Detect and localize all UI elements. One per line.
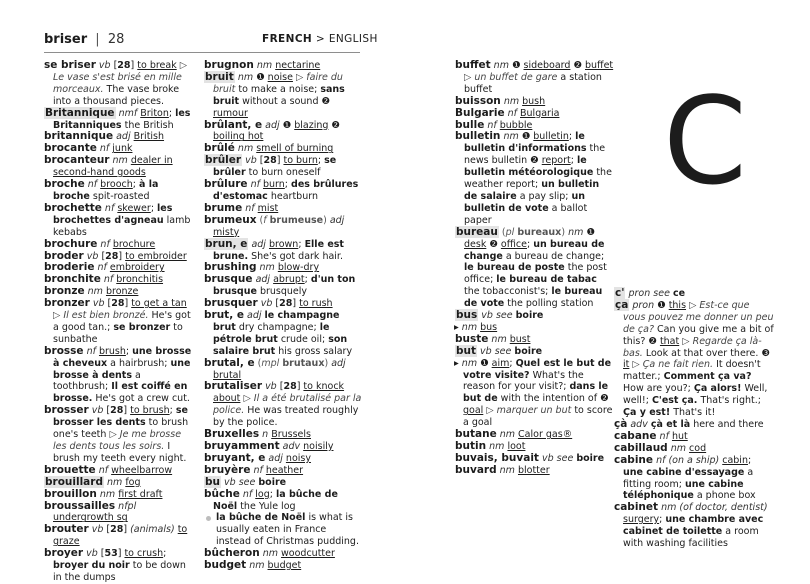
entry-brumeux: brumeux (f brumeuse) adj misty — [204, 213, 345, 238]
entry-brun: brun, e adj brown; Elle est brune. She's got dark hair. — [205, 237, 344, 262]
entry-britannique-adj: britannique adj British — [44, 130, 165, 143]
entry-brosse: brosse nf brush; une brosse à cheveux a hairbrush; une brosse à dents a toothbrush; Il est coiffé en brosse. He's got a crew cut. — [44, 344, 192, 405]
entry-bruyamment: bruyamment adv noisily — [204, 440, 334, 452]
entry-brusque: brusque adj abrupt; d'un ton brusque brusquely — [204, 273, 356, 298]
entry-brouillard: brouillard nm fog — [45, 475, 141, 488]
entry-brule: brûlé nm smell of burning — [204, 142, 334, 155]
entry-brochette: brochette nf skewer; les brochettes d'agneau lamb kebabs — [44, 201, 191, 238]
entry-ca-adv: çà adv çà et là here and there — [614, 417, 764, 430]
source-language: FRENCH — [262, 33, 313, 45]
entry-bus-nm: ▸ nm bus — [454, 321, 498, 333]
entry-bu: bu vb see boire — [205, 475, 287, 488]
entry-buisson: buisson nm bush — [455, 94, 546, 107]
entry-cabillaud: cabillaud nm cod — [614, 441, 707, 454]
language-direction — [262, 33, 378, 45]
entry-cabine: cabine nf (on a ship) cabin; une cabine d'essayage a fitting room; une cabine téléphonique a phone box — [614, 453, 756, 502]
entry-buvais: buvais, buvait vb see boire — [455, 451, 605, 464]
entry-broussailles: broussailles nfpl undergrowth sg — [44, 499, 137, 524]
direction-arrow: > — [315, 33, 326, 45]
entry-broyer: broyer vb [53] to crush; broyer du noir to be down in the dumps — [44, 547, 186, 583]
entry-brocante: brocante nf junk — [44, 142, 133, 155]
entry-bulle: bulle nf bubble — [455, 118, 533, 131]
entry-brutaliser: brutaliser vb [28] to knock about ▷ Il a été brutalisé par la police. He was treated roughly by the police. — [204, 380, 362, 429]
entry-brut: brut, e adj le champagne brut dry champagne; le pétrole brut crude oil; son salaire brut his gross salary — [204, 309, 353, 357]
entry-but-vb: but vb see boire — [456, 344, 543, 357]
entry-bus-vb: bus vb see boire — [456, 309, 544, 322]
column-4 — [614, 288, 774, 550]
entry-brusquer: brusquer vb [28] to rush — [204, 297, 333, 310]
header-rule — [44, 52, 360, 53]
entry-bronze: bronze nm bronze — [44, 285, 139, 298]
entry-bronzer: bronzer vb [28] to get a tan ▷ Il est bien bronzé. He's got a good tan.; se bronzer to sunbathe — [44, 297, 191, 345]
entry-c-apostrophe: c' pron see ce — [615, 287, 686, 299]
entry-bronchite: bronchite nf bronchitis — [44, 273, 164, 286]
entry-brulure: brûlure nf burn; des brûlures d'estomac heartburn — [204, 178, 359, 202]
entry-butane: butane nm Calor gas® — [455, 428, 573, 441]
entry-bruyant: bruyant, e adj noisy — [204, 451, 311, 464]
entry-buffet: buffet nm ❶ sideboard ❷ buffet ▷ un buffet de gare a station buffet — [455, 59, 614, 95]
entry-bruxelles: Bruxelles n Brussels — [204, 428, 311, 441]
entry-buche: bûche nf log; la bûche de Noël the Yule log — [204, 487, 338, 512]
column-2 — [204, 60, 364, 572]
entry-brouette: brouette nf wheelbarrow — [44, 463, 173, 476]
section-letter: C — [663, 73, 747, 212]
entry-bruler: brûler vb [28] to burn; se brûler to burn oneself — [205, 154, 337, 179]
entry-but-nm: ▸ nm ❶ aim; Quel est le but de votre visite? What's the reason for your visit?; dans le but de with the intention of ❷ goal ▷ marquer un but to score a goal — [454, 357, 613, 429]
page-number: 28 — [107, 32, 125, 47]
entry-budget: budget nm budget — [204, 559, 302, 572]
column-3 — [455, 60, 615, 477]
entry-bruit: bruit nm ❶ noise ▷ faire du bruit to make a noise; sans bruit without a sound ❷ rumour — [205, 70, 345, 119]
entry-brochure: brochure nf brochure — [44, 237, 156, 250]
entry-bucheron: bûcheron nm woodcutter — [204, 547, 335, 560]
entry-brouillon: brouillon nm first draft — [44, 487, 163, 500]
entry-britannique-nmf: Britannique nmf Briton; les Britanniques the British — [45, 106, 191, 131]
entry-brouter: brouter vb [28] (animals) to graze — [44, 523, 188, 548]
entry-cabane: cabane nf hut — [614, 429, 688, 442]
entry-brutal: brutal, e (mpl brutaux) adj brutal — [204, 356, 346, 381]
entry-broderie: broderie nf embroidery — [44, 261, 165, 274]
entry-bulletin: bulletin nm ❶ bulletin; le bulletin d'informations the news bulletin ❷ report; le bulletin météorologique the weather report; un bulletin de salaire a pay slip; un bulletin de vote a ballot paper — [455, 130, 612, 226]
entry-brocanteur: brocanteur nm dealer in second-hand goods — [44, 154, 173, 179]
entry-butin: butin nm loot — [455, 440, 526, 452]
entry-bruyere: bruyère nf heather — [204, 463, 304, 476]
entry-brulant: brûlant, e adj ❶ blazing ❷ boiling hot — [204, 118, 340, 143]
running-headword: briser — [44, 32, 88, 47]
header-separator: | — [95, 32, 100, 47]
entry-se-briser: se briser vb [28] to break ▷ Le vase s'est brisé en mille morceaux. The vase broke into a thousand pieces. — [44, 59, 188, 107]
entry-broder: broder vb [28] to embroider — [44, 249, 187, 262]
entry-bulgarie: Bulgarie nf Bulgaria — [455, 106, 560, 119]
entry-ca: ça pron ❶ this ▷ Est-ce que vous pouvez me donner un peu de ça? Can you give me a bit of this? ❷ that ▷ Regarde ça là-bas. Look at that over there. ❸ it ▷ Ça ne fait rien. It doesn't matter.; Comment ça va? How are you?; Ça alors! Well, well!; C'est ça. That's right.; Ça y est! That's it! — [615, 298, 774, 419]
entry-buste: buste nm bust — [455, 332, 531, 345]
entry-brugnon: brugnon nm nectarine — [204, 59, 321, 71]
entry-bureau: bureau (pl bureaux) nm ❶ desk ❷ office; un bureau de change a bureau de change; le bureau de poste the post office; le bureau de tabac the tobacconist's; le bureau de vote the polling station — [456, 225, 607, 310]
entry-brume: brume nf mist — [204, 201, 279, 214]
column-1 — [44, 60, 196, 584]
target-language: ENGLISH — [328, 33, 378, 45]
running-head — [44, 32, 124, 47]
culture-note-buche: la bûche de Noël is what is usually eaten in France instead of Christmas pudding. — [204, 512, 364, 548]
entry-brushing: brushing nm blow-dry — [204, 261, 320, 274]
entry-cabinet: cabinet nm (of doctor, dentist) surgery; une chambre avec cabinet de toilette a room with washing facilities — [614, 501, 768, 550]
entry-broche: broche nf brooch; à la broche spit-roasted — [44, 178, 159, 202]
entry-brosser: brosser vb [28] to brush; se brosser les dents to brush one's teeth ▷ Je me brosse les dents tous les soirs. I brush my teeth every night. — [44, 404, 189, 464]
entry-buvard: buvard nm blotter — [455, 463, 550, 476]
